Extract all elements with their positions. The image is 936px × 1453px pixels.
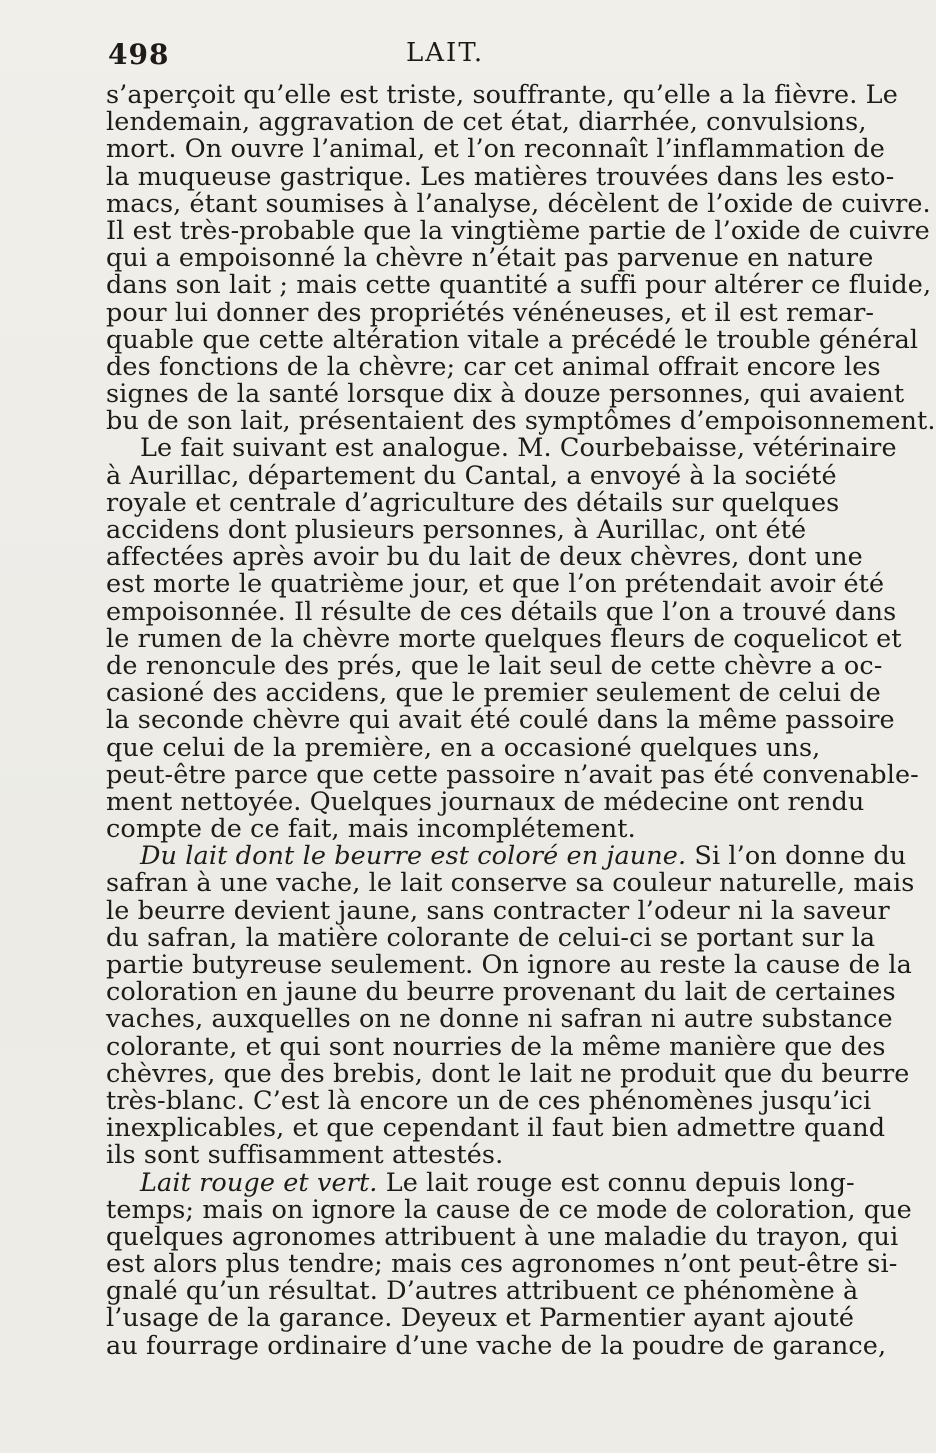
text-line — [106, 650, 883, 681]
line-text: Si l’on donne du — [686, 841, 907, 872]
line-text: Le fait suivant est analogue. M. Courbebaisse, vétérinaire — [140, 433, 897, 464]
line-text: Le lait rouge est connu depuis long- — [377, 1167, 855, 1198]
text-line — [106, 1031, 886, 1062]
text-line — [106, 1167, 855, 1198]
text-line — [106, 1303, 855, 1334]
line-text: peut-être parce que cette passoire n’avait pas été convenable- — [106, 759, 919, 790]
text-line — [106, 1004, 893, 1035]
text-line — [106, 542, 863, 573]
line-text: affectées après avoir bu du lait de deux chèvres, dont une — [106, 542, 863, 573]
line-text: est alors plus tendre; mais ces agronomes n’ont peut-être si- — [106, 1249, 898, 1280]
text-line — [106, 1221, 899, 1252]
text-line — [106, 80, 898, 110]
text-line — [106, 1194, 912, 1225]
line-text: pour lui donner des propriétés vénéneuses, et il est remar- — [106, 297, 875, 328]
line-text: quelques agronomes attribuent à une maladie du trayon, qui — [106, 1221, 899, 1252]
line-text: empoisonnée. Il résulte de ces détails que l’on a trouvé dans — [106, 596, 897, 627]
line-text: des fonctions de la chèvre; car cet animal offrait encore les — [106, 351, 881, 382]
text-line — [106, 569, 885, 600]
text-line — [106, 868, 915, 899]
line-text: Il est très-probable que la vingtième partie de l’oxide de cuivre — [106, 215, 930, 246]
line-text: le rumen de la chèvre morte quelques fleurs de coquelicot et — [106, 623, 902, 654]
text-line — [106, 406, 936, 437]
line-text: inexplicables, et que cependant il faut bien admettre quand — [106, 1113, 886, 1144]
text-line — [106, 705, 895, 736]
text-line — [106, 841, 907, 872]
text-line — [106, 922, 876, 953]
line-text: bu de son lait, présentaient des symptômes d’empoisonnement. — [106, 406, 936, 437]
line-text: gnalé qu’un résultat. D’autres attribuent ce phénomène à — [106, 1276, 859, 1307]
line-text: partie butyreuse seulement. On ignore au reste la cause de la — [106, 950, 912, 980]
text-line — [106, 1330, 887, 1361]
line-text: safran à une vache, le lait conserve sa couleur naturelle, mais — [106, 868, 915, 899]
section-heading: Du lait dont le beurre est coloré en jaune. — [140, 841, 687, 872]
line-text: que celui de la première, en a occasioné quelques uns, — [106, 732, 821, 763]
text-line — [106, 351, 881, 382]
text-line — [106, 324, 919, 355]
line-text: du safran, la matière colorante de celui-ci se portant sur la — [106, 922, 876, 953]
line-text: la seconde chèvre qui avait été coulé dans la même passoire — [106, 705, 895, 736]
line-text: ment nettoyée. Quelques journaux de médecine ont rendu — [106, 786, 865, 817]
text-line — [106, 950, 912, 980]
text-line — [106, 678, 881, 709]
text-line — [106, 1249, 898, 1280]
text-line — [106, 1085, 872, 1116]
text-line — [106, 1276, 859, 1307]
line-text: est morte le quatrième jour, et que l’on prétendait avoir été — [106, 569, 885, 600]
text-line — [106, 1058, 910, 1089]
text-line — [106, 596, 897, 627]
text-line — [106, 107, 867, 138]
text-line — [106, 243, 874, 274]
text-line — [106, 623, 902, 654]
line-text: s’aperçoit qu’elle est triste, souffrante, qu’elle a la fièvre. Le — [106, 80, 898, 110]
line-text: qui a empoisonné la chèvre n’était pas parvenue en nature — [106, 243, 874, 274]
line-text: temps; mais on ignore la cause de ce mode de coloration, que — [106, 1194, 912, 1225]
line-text: la muqueuse gastrique. Les matières trouvées dans les esto- — [106, 161, 895, 192]
text-line — [106, 515, 807, 545]
line-text: casioné des accidens, que le premier seulement de celui de — [106, 678, 881, 709]
text-line — [106, 215, 930, 246]
text-line — [106, 161, 895, 192]
running-title: LAIT. — [406, 38, 485, 68]
line-text: au fourrage ordinaire d’une vache de la poudre de garance, — [106, 1330, 887, 1361]
line-text: de renoncule des prés, que le lait seul de cette chèvre a oc- — [106, 650, 883, 681]
text-line — [106, 460, 837, 491]
line-text: ils sont suffisamment attestés. — [106, 1140, 504, 1171]
section-heading: Lait rouge et vert. — [140, 1167, 378, 1198]
line-text: royale et centrale d’agriculture des détails sur quelques — [106, 487, 840, 518]
text-line — [106, 297, 875, 328]
text-line — [106, 1142, 782, 1169]
line-text: coloration en jaune du beurre provenant du lait de certaines — [106, 977, 896, 1008]
line-text: l’usage de la garance. Deyeux et Parmentier ayant ajouté — [106, 1303, 855, 1334]
text-line — [106, 379, 905, 410]
text-line — [106, 786, 865, 817]
line-text: très-blanc. C’est là encore un de ces phénomènes jusqu’ici — [106, 1085, 872, 1116]
line-text: compte de ce fait, mais incomplétement. — [106, 814, 636, 845]
body-text — [106, 80, 936, 1361]
line-text: le beurre devient jaune, sans contracter l’odeur ni la saveur — [106, 895, 890, 926]
text-line — [106, 759, 919, 790]
text-line — [106, 433, 897, 464]
text-line — [106, 487, 840, 518]
line-text: macs, étant soumises à l’analyse, décèlent de l’oxide de cuivre. — [106, 188, 931, 219]
line-text: quable que cette altération vitale a précédé le trouble général — [106, 324, 919, 355]
line-text: chèvres, que des brebis, dont le lait ne produit que du beurre — [106, 1058, 910, 1089]
line-text: lendemain, aggravation de cet état, diarrhée, convulsions, — [106, 107, 867, 138]
line-text: à Aurillac, département du Cantal, a envoyé à la société — [106, 460, 837, 491]
line-text: signes de la santé lorsque dix à douze personnes, qui avaient — [106, 379, 905, 410]
text-line — [106, 732, 821, 763]
text-line — [106, 1113, 886, 1144]
line-text: colorante, et qui sont nourries de la même manière que des — [106, 1031, 886, 1062]
line-text: mort. On ouvre l’animal, et l’on reconnaît l’inflammation de — [106, 134, 885, 165]
text-line — [106, 188, 931, 219]
text-line — [106, 270, 932, 301]
text-line — [106, 977, 896, 1008]
text-line — [106, 895, 890, 926]
line-text: accidens dont plusieurs personnes, à Aurillac, ont été — [106, 515, 807, 545]
page-header — [108, 38, 768, 78]
page-number: 498 — [108, 38, 170, 71]
text-line — [106, 816, 782, 843]
line-text: dans son lait ; mais cette quantité a suffi pour altérer ce fluide, — [106, 270, 932, 301]
text-line — [106, 134, 885, 165]
line-text: vaches, auxquelles on ne donne ni safran ni autre substance — [106, 1004, 893, 1035]
